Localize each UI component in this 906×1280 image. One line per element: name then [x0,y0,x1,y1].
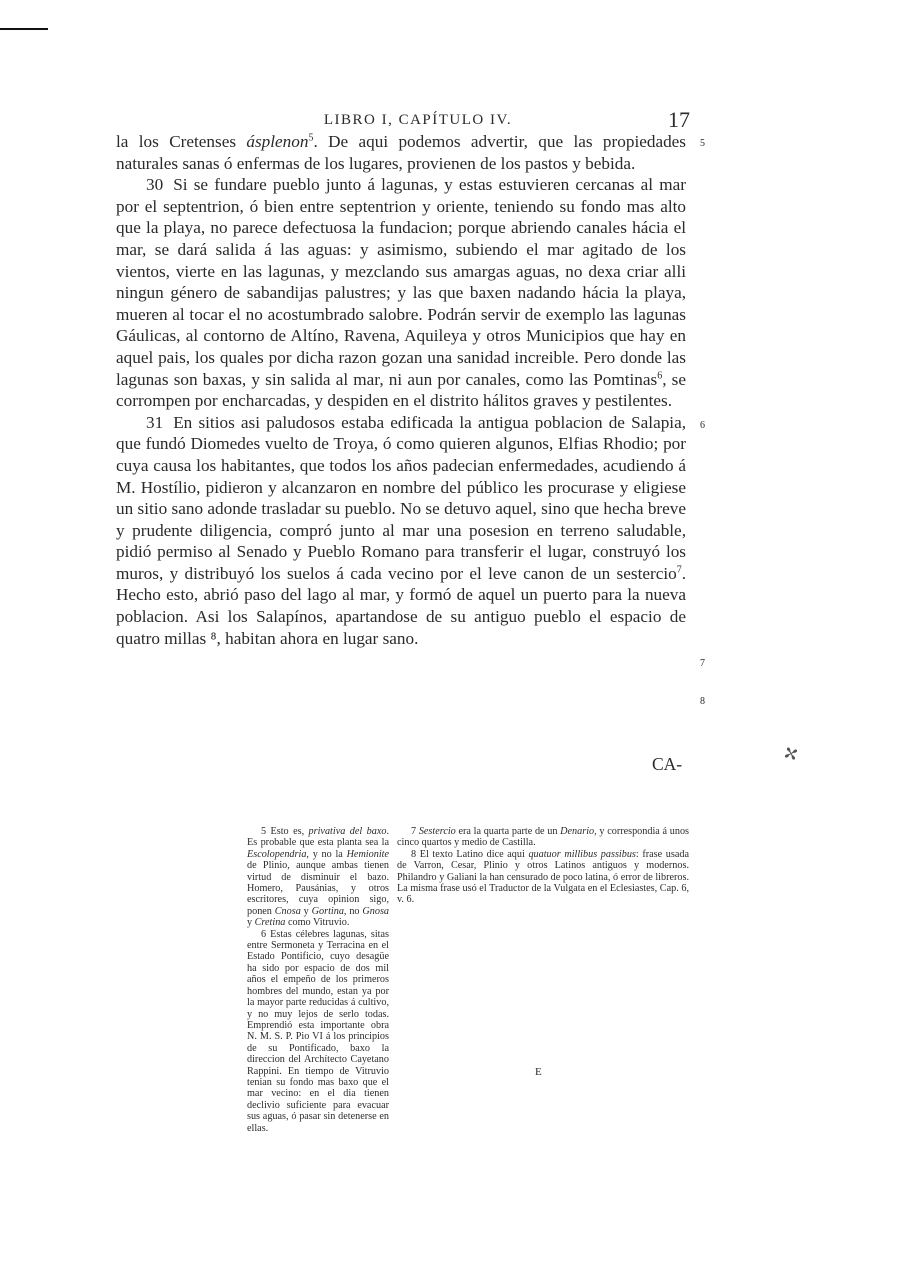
margin-note-6: 6 [700,420,705,431]
note-ref: 7 [676,564,682,576]
margin-note-5: 5 [700,138,705,149]
ink-speck-icon: ✢ [779,741,803,767]
footnote-6: 6 Estas célebres lagunas, sitas entre Sermoneta y Terracina en el Estado Pontificio, cuyo desagüe ha sido por espacio de dos mil años el empeño de los primeros hombres del mundo, estan ya por la mayor parte reducidas á cultivo, y no muy lejos de serlo todas. Emprendió esta importante obra N. M. S. P. Pio VI á los principios de su Pontificado, baxo la direccion del Archítecto Cayetano Rappini. En tiempo de Vitruvio tenian su fondo mas baxo que el mar vecino: en el dia tienen declivio suficiente para evacuar sus aguas, ó pasar sin detenerse en ellas. [247,928,389,1134]
paragraph-31: 31 En sitios asi paludosos estaba edificada la antigua poblacion de Salapia, que fundó Diomedes vuelto de Troya, ó como quieren algunos, Elfias Rhodio; por cuya causa los habitantes, que todos los años padecian enfermedades, acudiendo á M. Hostílio, pidieron y alcanzaron en nombre del público les procurase y eligiese un sitio sano adonde trasladar su pueblo. No se detuvo aquel, sino que hecha breve y prudente diligencia, compró junto al mar una posesion en terreno saludable, pidió permiso al Senado y Pueblo Romano para transferir el lugar, construyó los muros, y distribuyó los suelos á cada vecino por el leve canon de un sestercio$^7$. Hecho esto, abrió paso del lago al mar, y formó de aquel un puerto para la nueva poblacion. Asi los Salapínos, apartandose de su antiguo pueblo el espacio de quatro millas ⁸, habitan ahora en lugar sano. [116,412,686,648]
footnotes-left-column [247,826,389,1134]
footnote-7: 7 Sestercio era la quarta parte de un Denario, y correspondia á unos cinco quartos y medio de Castilla. [397,826,690,849]
margin-note-8: 8 [700,696,705,707]
page-edge-mark [0,28,48,30]
paragraph-30: 30 Si se fundare pueblo junto á lagunas, y estas estuvieren cercanas al mar por el septentrion, ó bien entre septentrion y oriente, teniendo su fondo mas alto que la playa, no parece defectuosa la fundacion; porque abriendo canales hácia el mar, se dará salida á las aguas: y asimismo, subiendo el mar agitado de los vientos, vierte en las lagunas, y mezclando sus amargas aguas, no dexa criar alli ningun género de sabandijas palustres; y las que baxen nadando hácia la playa, mueren al tocar el no acostumbrado salobre. Podrán servir de exemplo las lagunas Gáulicas, al contorno de Altíno, Ravena, Aquileya y otros Municipios que hay en aquel pais, los quales por dicha razon gozan una sanidad increible. Pero donde las lagunas son baxas, y sin salida al mar, ni aun por canales, como las Pomtinas$^6$, se corrompen por encharcadas, y despiden en el distrito hálitos graves y pestilentes. [116,175,686,411]
footnote-8: 8 El texto Latino dice aqui quatuor millibus passibus: frase usada de Varron, Cesar, Plinio y otros Latinos antiguos y modernos. Philandro y Galiani la han censurado de poco latina, ó error de libreros. La misma frase usó el Traductor de la Vulgata en el Eclesiastes, Cap. 6, v. 6. [397,848,689,906]
note-ref: 6 [657,369,663,381]
catchword: CA- [652,754,683,774]
page-number: 17 [668,107,690,132]
note-ref: 5 [308,132,314,144]
paragraph-number: 30 [146,175,164,195]
footnotes-right-column [397,826,689,906]
paragraph-continued: la los Cretenses ásplenon$^5$. De aqui podemos advertir, que las propiedades naturales sanas ó enfermas de los lugares, provienen de los pastos y bebida. [116,132,686,173]
signature-mark: E [535,1066,542,1078]
running-head: LIBRO I, CAPÍTULO IV. [323,112,513,128]
margin-note-7: 7 [700,658,705,669]
main-text [116,131,686,649]
footnote-5: 5 Esto es, privativa del baxo. Es probable que esta planta sea la Escolopendria, y no la Hemionite de Plinio, aunque ambas tienen virtud de disminuir el bazo. Homero, Pausánias, y otros escritores, cuya opinion sigo, ponen Cnosa y Gortina, no Gnosa y Cretina como Vitruvio. [247,826,390,929]
paragraph-number: 31 [146,412,164,432]
